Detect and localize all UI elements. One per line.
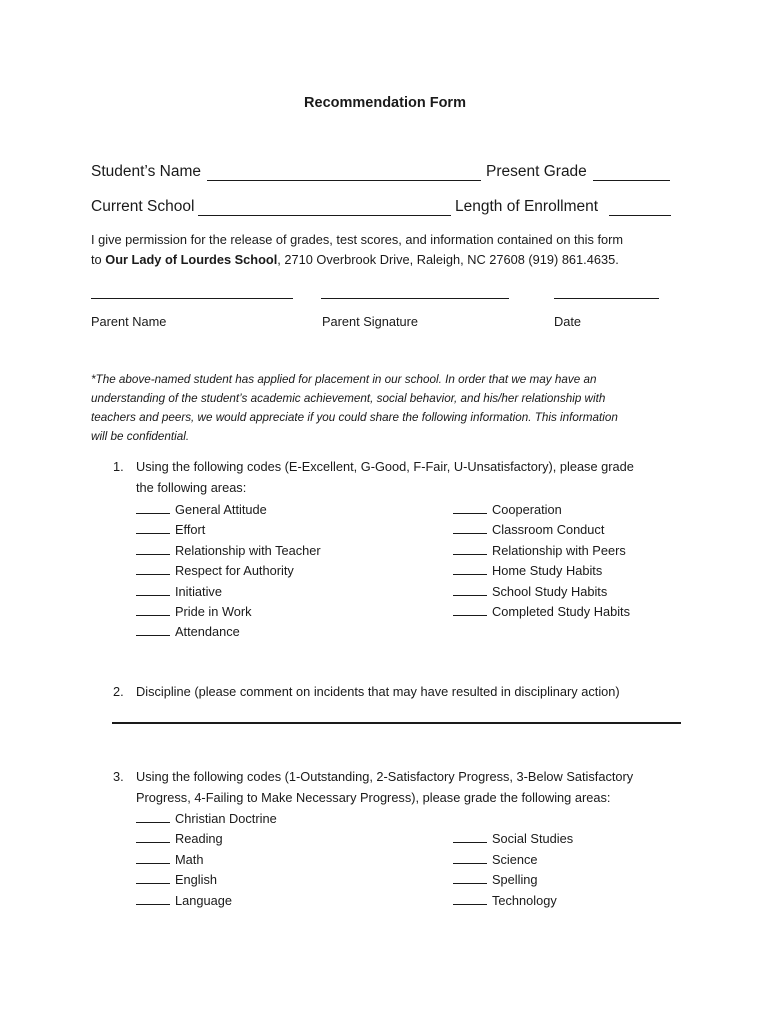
section3-instructions: Using the following codes (1-Outstanding, 2-Satisfactory Progress, 3-Below Satisfactory [136, 769, 634, 784]
grade-blank-field[interactable] [453, 521, 487, 534]
grade-item [453, 603, 630, 619]
grade-blank-field[interactable] [453, 892, 487, 905]
grade-item [136, 830, 223, 846]
grade-blank-field[interactable] [453, 603, 487, 616]
section1-instructions-cont: the following areas: [136, 480, 247, 495]
grade-item [136, 603, 252, 619]
parent-signature-field[interactable] [321, 284, 509, 299]
grade-item [136, 810, 277, 826]
present-grade-field[interactable] [593, 163, 670, 181]
discipline-comment-line[interactable] [112, 722, 681, 724]
grade-item [136, 521, 205, 537]
grade-blank-field[interactable] [453, 542, 487, 555]
present-grade-label: Present Grade [486, 163, 587, 180]
grade-item-label: Pride in Work [175, 604, 252, 619]
grade-blank-field[interactable] [136, 810, 170, 823]
school-address: , 2710 Overbrook Drive, Raleigh, NC 27608 (919) 861.4635. [277, 252, 619, 267]
grade-item [453, 542, 626, 558]
grade-item-label: Initiative [175, 583, 222, 599]
grade-item [453, 521, 604, 537]
grade-item [136, 892, 232, 908]
grade-blank-field[interactable] [136, 583, 170, 596]
intro-line: understanding of the student’s academic achievement, social behavior, and his/her relationship with [91, 392, 606, 405]
section3-instructions-cont: Progress, 4-Failing to Make Necessary Progress), please grade the following areas: [136, 790, 611, 805]
page-title: Recommendation Form [304, 95, 466, 111]
grade-blank-field[interactable] [136, 623, 170, 636]
grade-blank-field[interactable] [453, 871, 487, 884]
grade-item [453, 830, 573, 846]
grade-item [136, 583, 222, 599]
grade-item [453, 562, 602, 578]
date-label: Date [554, 314, 582, 329]
grade-item-label: Math [175, 851, 204, 867]
grade-item-label: School Study Habits [492, 583, 608, 599]
grade-item-label: Science [492, 851, 538, 867]
grade-item [136, 542, 321, 558]
grade-item-label: Completed Study Habits [492, 604, 630, 619]
grade-item-label: General Attitude [175, 502, 267, 517]
section2-instructions: Discipline (please comment on incidents that may have resulted in disciplinary action) [136, 684, 620, 699]
grade-item [136, 871, 217, 887]
grade-item [136, 501, 267, 517]
grade-item-label: Reading [175, 831, 223, 847]
grade-blank-field[interactable] [136, 562, 170, 575]
grade-item-label: English [175, 872, 217, 888]
grade-item-label: Language [175, 892, 232, 908]
grade-item [453, 583, 607, 599]
grade-item [453, 871, 538, 887]
grade-blank-field[interactable] [453, 830, 487, 843]
grade-blank-field[interactable] [453, 562, 487, 575]
grade-item-label: Christian Doctrine [175, 811, 277, 826]
parent-name-field[interactable] [91, 284, 293, 299]
section3-number: 3. [113, 769, 124, 784]
grade-item-label: Spelling [492, 872, 538, 888]
section2-number: 2. [113, 684, 124, 699]
grade-item-label: Technology [492, 892, 557, 908]
grade-item-label: Social Studies [492, 831, 574, 847]
grade-blank-field[interactable] [136, 542, 170, 555]
grade-item-label: Respect for Authority [175, 563, 294, 579]
grade-blank-field[interactable] [453, 851, 487, 864]
parent-signature-label: Parent Signature [322, 314, 419, 329]
grade-blank-field[interactable] [136, 603, 170, 616]
grade-item [453, 851, 538, 867]
student-name-label: Student’s Name [91, 163, 201, 180]
grade-item [136, 623, 240, 639]
current-school-label: Current School [91, 198, 195, 215]
grade-blank-field[interactable] [136, 521, 170, 534]
grade-item-label: Relationship with Peers [492, 542, 626, 558]
grade-item [453, 892, 557, 908]
grade-blank-field[interactable] [136, 892, 170, 905]
student-name-field[interactable] [207, 163, 481, 181]
grade-blank-field[interactable] [453, 501, 487, 514]
grade-item [136, 562, 294, 578]
grade-blank-field[interactable] [453, 583, 487, 596]
grade-item-label: Effort [175, 522, 206, 538]
section1-instructions: Using the following codes (E-Excellent, G-Good, F-Fair, U-Unsatisfactory), please grade [136, 459, 634, 474]
permission-text-line1: I give permission for the release of grades, test scores, and information contained on this form [91, 232, 624, 247]
school-name: Our Lady of Lourdes School [105, 252, 278, 267]
grade-blank-field[interactable] [136, 830, 170, 843]
grade-blank-field[interactable] [136, 871, 170, 884]
grade-item [453, 501, 562, 517]
intro-line: will be confidential. [91, 430, 190, 443]
grade-item-label: Relationship with Teacher [175, 542, 321, 558]
grade-blank-field[interactable] [136, 501, 170, 514]
permission-to: to [91, 252, 106, 267]
length-enrollment-field[interactable] [609, 198, 671, 216]
grade-item-label: Home Study Habits [492, 563, 603, 579]
parent-name-label: Parent Name [91, 314, 167, 329]
grade-item [136, 851, 203, 867]
grade-item-label: Attendance [175, 624, 240, 640]
length-enrollment-label: Length of Enrollment [455, 198, 599, 215]
intro-line: teachers and peers, we would appreciate if you could share the following information. This information [91, 411, 618, 424]
grade-blank-field[interactable] [136, 851, 170, 864]
permission-text-line2 [91, 252, 619, 267]
section1-number: 1. [113, 459, 124, 474]
grade-item-label: Cooperation [492, 502, 562, 517]
grade-item-label: Classroom Conduct [492, 522, 605, 538]
date-field[interactable] [554, 284, 659, 299]
current-school-field[interactable] [198, 198, 451, 216]
intro-line: *The above-named student has applied for placement in our school. In order that we may have an [91, 373, 597, 386]
